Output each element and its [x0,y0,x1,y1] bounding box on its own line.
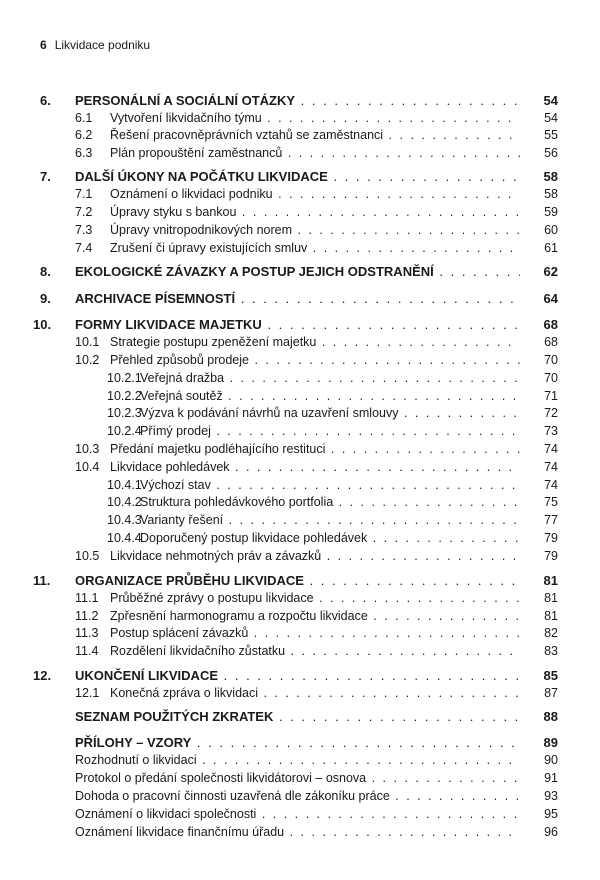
toc-entry-title: Likvidace pohledávek . . . [110,459,558,476]
toc-entry-page: 71 [520,388,558,405]
toc-entry [0,548,600,565]
toc-entry-page: 54 [520,110,558,127]
toc-entry [0,530,600,547]
toc-entry-number: 10.4.4 [107,531,142,545]
running-title: Likvidace podniku [54,38,151,52]
toc-entry-title: Veřejná soutěž . . . [140,388,558,405]
toc-entry-number: 11. [33,573,51,588]
toc-entry-title: ARCHIVACE PÍSEMNOSTÍ . . . [75,290,558,307]
toc-entry-title: Plán propouštění zaměstnanců . . . [110,145,558,162]
toc-entry-title: Likvidace nehmotných práv a závazků . . . [110,548,558,565]
toc-entry-title: FORMY LIKVIDACE MAJETKU . . . [75,316,558,333]
toc-entry-page: 93 [520,788,558,805]
toc-entry-page: 79 [520,530,558,547]
toc-entry-page: 95 [520,806,558,823]
toc-entry-page: 81 [520,572,558,589]
toc-entry [0,494,600,511]
toc-entry-number: 10.2.4 [107,424,142,438]
page-header [40,38,150,52]
toc-entry [0,590,600,607]
toc-entry-page: 81 [520,608,558,625]
toc-entry [0,708,600,725]
toc-entry-page: 82 [520,625,558,642]
toc-entry [0,423,600,440]
toc-entry [0,608,600,625]
toc-entry [0,770,600,787]
toc-entry [0,459,600,476]
toc-entry [0,824,600,841]
toc-entry-number: 10.1 [75,335,100,349]
toc-entry-title: Dohoda o pracovní činnosti uzavřená dle zákoníku práce . . . [75,788,558,805]
toc-entry [0,110,600,127]
toc-entry-page: 72 [520,405,558,422]
toc-entry-number: 10.4.2 [107,495,142,509]
toc-entry-number: 7. [40,169,51,184]
toc-entry-title: SEZNAM POUŽITÝCH ZKRATEK . . . [75,708,558,725]
toc-entry-page: 83 [520,643,558,660]
toc-entry-page: 81 [520,590,558,607]
toc-entry-title: ORGANIZACE PRŮBĚHU LIKVIDACE . . . [75,572,558,589]
toc-entry [0,734,600,751]
toc-entry-number: 11.4 [75,644,99,658]
toc-entry-title: PERSONÁLNÍ A SOCIÁLNÍ OTÁZKY . . . [75,92,558,109]
toc-entry-page: 79 [520,548,558,565]
toc-entry-number: 7.3 [75,223,93,237]
toc-entry-page: 68 [520,334,558,351]
toc-entry-number: 6.3 [75,146,93,160]
toc-entry-number: 10.4.1 [107,478,142,492]
toc-entry-page: 74 [520,441,558,458]
toc-entry [0,572,600,589]
toc-entry-number: 10.5 [75,549,100,563]
toc-entry-page: 74 [520,477,558,494]
toc-entry [0,316,600,333]
toc-entry-page: 58 [520,186,558,203]
toc-entry [0,667,600,684]
toc-entry-page: 85 [520,667,558,684]
toc-entry-title: Oznámení likvidace finančnímu úřadu . . . [75,824,558,841]
toc-entry-title: Struktura pohledávkového portfolia . . . [140,494,558,511]
toc-entry [0,186,600,203]
toc-entry [0,788,600,805]
toc-entry-number: 10.2.2 [107,389,142,403]
toc-entry-title: Konečná zpráva o likvidaci . . . [110,685,558,702]
toc-entry-title: Oznámení o likvidaci společnosti . . . [75,806,558,823]
toc-entry-number: 11.3 [75,626,99,640]
toc-entry-page: 61 [520,240,558,257]
toc-entry-title: Protokol o předání společnosti likvidátorovi – osnova . . . [75,770,558,787]
toc-entry-title: Strategie postupu zpeněžení majetku . . . [110,334,558,351]
toc-entry-page: 91 [520,770,558,787]
toc-entry-page: 59 [520,204,558,221]
toc-entry [0,685,600,702]
toc-entry [0,405,600,422]
toc-entry-page: 74 [520,459,558,476]
toc-entry-title: Zpřesnění harmonogramu a rozpočtu likvidace . . . [110,608,558,625]
toc-entry-number: 8. [40,264,51,279]
toc-entry-title: Oznámení o likvidaci podniku . . . [110,186,558,203]
toc-entry-page: 70 [520,352,558,369]
toc-entry-page: 73 [520,423,558,440]
toc-entry-title: Úpravy styku s bankou . . . [110,204,558,221]
toc-entry-number: 10.2.3 [107,406,142,420]
toc-entry-page: 62 [520,263,558,280]
toc-entry [0,625,600,642]
toc-entry-title: DALŠÍ ÚKONY NA POČÁTKU LIKVIDACE . . . [75,168,558,185]
toc-entry-page: 87 [520,685,558,702]
toc-entry-title: Rozhodnutí o likvidaci . . . [75,752,558,769]
toc-entry-title: PŘÍLOHY – VZORY . . . [75,734,558,751]
toc-entry-number: 9. [40,291,51,306]
toc-entry-title: Přehled způsobů prodeje . . . [110,352,558,369]
toc-entry-number: 7.4 [75,241,93,255]
toc-entry-title: Úpravy vnitropodnikových norem . . . [110,222,558,239]
toc-entry [0,127,600,144]
toc-entry-number: 10.3 [75,442,100,456]
toc-entry-page: 77 [520,512,558,529]
toc-entry-number: 10.4 [75,460,100,474]
toc-entry-number: 6. [40,93,51,108]
toc-entry-page: 60 [520,222,558,239]
toc-entry-title: Postup splácení závazků . . . [110,625,558,642]
toc-entry-title: EKOLOGICKÉ ZÁVAZKY A POSTUP JEJICH ODSTRANĚNÍ . . . [75,263,558,280]
toc-entry-number: 7.1 [75,187,93,201]
toc-entry-page: 75 [520,494,558,511]
toc-entry [0,477,600,494]
toc-entry-page: 64 [520,290,558,307]
toc-entry [0,222,600,239]
toc-entry-title: Doporučený postup likvidace pohledávek . . . [140,530,558,547]
toc-entry-title: Rozdělení likvidačního zůstatku . . . [110,643,558,660]
toc-entry [0,352,600,369]
toc-entry-page: 70 [520,370,558,387]
toc-entry-page: 54 [520,92,558,109]
toc-entry-page: 96 [520,824,558,841]
toc-entry-page: 58 [520,168,558,185]
toc-entry-page: 90 [520,752,558,769]
toc-entry-number: 6.2 [75,128,93,142]
toc-entry-number: 6.1 [75,111,93,125]
toc-entry-page: 88 [520,708,558,725]
toc-entry-number: 10.2.1 [107,371,142,385]
toc-entry-number: 11.1 [75,591,99,605]
toc-entry-page: 68 [520,316,558,333]
toc-entry-number: 10. [33,317,52,332]
toc-entry-number: 11.2 [75,609,99,623]
toc-entry-title: Přímý prodej . . . [140,423,558,440]
toc-entry [0,290,600,307]
toc-entry-page: 55 [520,127,558,144]
toc-entry-number: 12.1 [75,686,100,700]
toc-entry [0,752,600,769]
page-number: 6 [40,38,47,52]
toc-entry-title: Výchozí stav . . . [140,477,558,494]
toc-entry-title: Zrušení či úpravy existujících smluv . . . [110,240,558,257]
toc-entry-title: Varianty řešení . . . [140,512,558,529]
toc-entry-number: 12. [33,668,52,683]
toc-entry [0,512,600,529]
toc-entry [0,240,600,257]
toc-entry-title: Řešení pracovněprávních vztahů se zaměstnanci . . . [110,127,558,144]
toc-entry-title: Průběžné zprávy o postupu likvidace . . . [110,590,558,607]
toc-entry [0,441,600,458]
toc-entry [0,204,600,221]
toc-entry-title: Výzva k podávání návrhů na uzavření smlouvy . . . [140,405,558,422]
toc-entry [0,643,600,660]
toc-entry [0,388,600,405]
toc-entry-number: 10.2 [75,353,100,367]
toc-entry-title: Předání majetku podléhajícího restituci . . . [110,441,558,458]
toc-entry-page: 89 [520,734,558,751]
toc-entry-page: 56 [520,145,558,162]
toc-entry [0,806,600,823]
toc-entry-title: Vytvoření likvidačního týmu . . . [110,110,558,127]
toc-entry [0,168,600,185]
toc-entry [0,92,600,109]
toc-entry-title: Veřejná dražba . . . [140,370,558,387]
toc-entry-number: 10.4.3 [107,513,142,527]
toc-entry-title: UKONČENÍ LIKVIDACE . . . [75,667,558,684]
toc-entry [0,145,600,162]
toc-entry [0,263,600,280]
toc-entry [0,334,600,351]
toc-entry-number: 7.2 [75,205,93,219]
toc-entry [0,370,600,387]
